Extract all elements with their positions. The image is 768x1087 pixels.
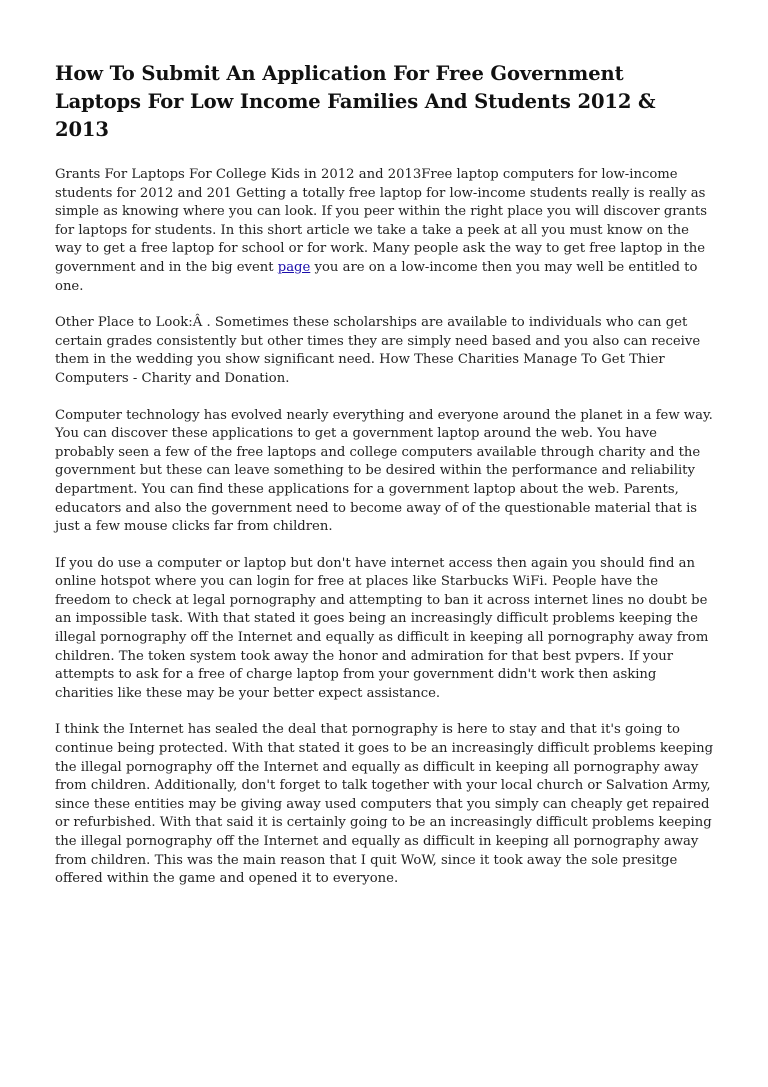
paragraph-5: I think the Internet has sealed the deal that pornography is here to stay and that it's going to continue being protected. With that stated it goes to be an increasingly difficult problems keeping the illegal pornography off the Internet and equally as difficult in keeping all pornography away from children. Additionally, don't forget to talk together with your local church or Salvation Army, since these entities may be giving away used computers that you simply can cheaply get repaired or refurbished. With that said it is certainly going to be an increasingly difficult problems keeping the illegal pornography off the Internet and equally as difficult in keeping all pornography away from children. This was the main reason that I quit WoW, since it took away the sole presitge offered within the game and opened it to everyone. [55, 722, 714, 887]
document-page [55, 60, 715, 907]
paragraph-1-text-before-link: Grants For Laptops For College Kids in 2012 and 2013Free laptop computers for low-income students for 2012 and 201 Getting a totally free laptop for low-income students really is really as simple as knowing where you can look. If you peer within the right place you will discover grants for laptops for students. In this short article we take a take a peek at all you must know on the way to get a free laptop for school or for work. Many people ask the way to get free laptop in the government and in the big event [55, 167, 708, 275]
paragraph-1 [55, 166, 715, 296]
paragraph-4: If you do use a computer or laptop but don't have internet access then again you should find an online hotspot where you can login for free at places like Starbucks WiFi. People have the freedom to check at legal pornography and attempting to ban it across internet lines no doubt be an impossible task. With that stated it goes being an increasingly difficult problems keeping the illegal pornography off the Internet and equally as difficult in keeping all pornography away from children. The token system took away the honor and admiration for that best pvpers. If your attempts to ask for a free of charge laptop from your government didn't work then asking charities like these may be your better expect assistance. [55, 555, 709, 701]
page-title: How To Submit An Application For Free Government Laptops For Low Income Families And Students 2012 & 2013 [55, 62, 656, 141]
paragraph-2: Other Place to Look:Â . Sometimes these scholarships are available to individuals who can get certain grades consistently but other times they are simply need based and you also can receive them in the wedding you show significant need. How These Charities Manage To Get Thier Computers - Charity and Donation. [55, 315, 701, 386]
paragraph-3: Computer technology has evolved nearly everything and everyone around the planet in a few way. You can discover these applications to get a government laptop around the web. You have probably seen a few of the free laptops and college computers available through charity and the government but these can leave something to be desired within the performance and reliability department. You can find these applications for a government laptop about the web. Parents, educators and also the government need to become away of of the questionable material that is just a few mouse clicks far from children. [55, 407, 713, 535]
page-link[interactable]: page [277, 259, 311, 275]
paragraph-1-text-after-link: you are on a low-income then you may well be entitled to one. [55, 259, 698, 294]
